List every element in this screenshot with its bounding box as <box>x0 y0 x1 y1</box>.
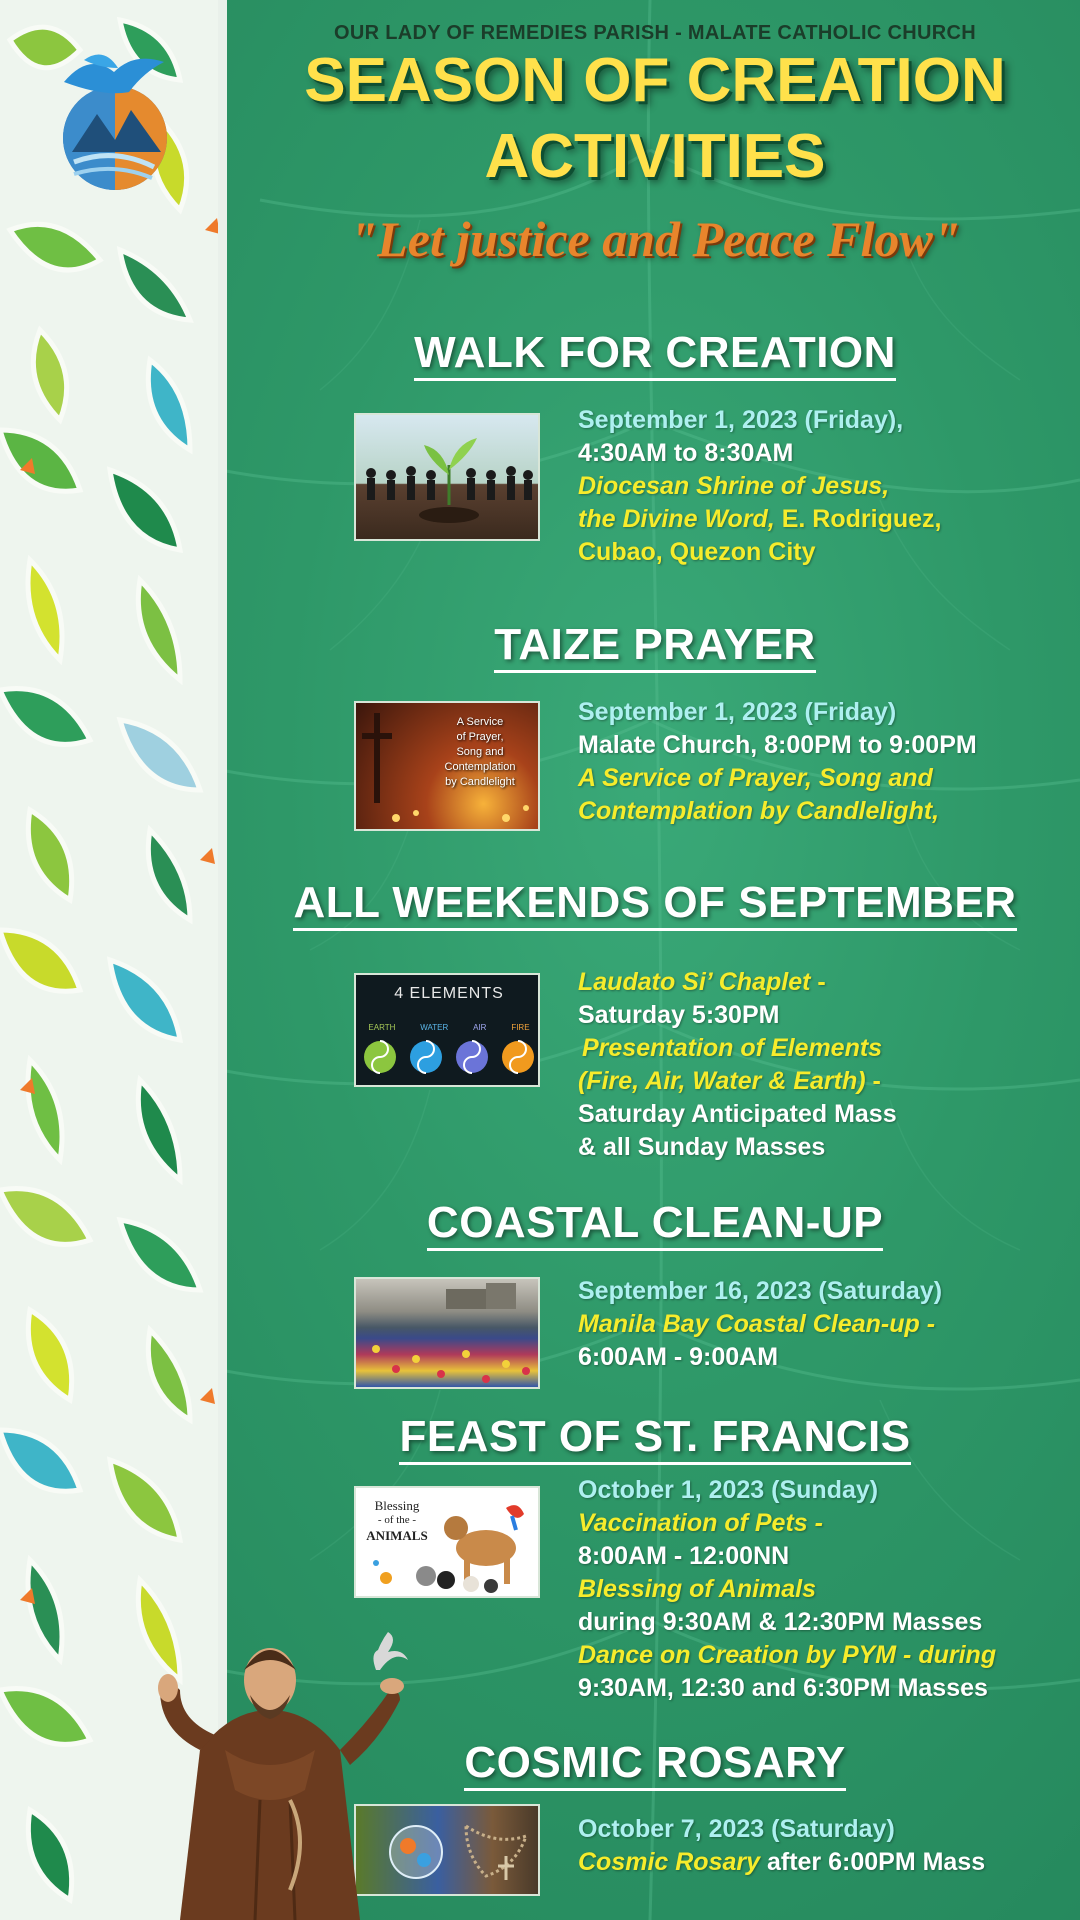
animals-thumbnail <box>354 1486 540 1598</box>
francis-line3: Blessing of Animals <box>578 1575 817 1603</box>
weekends-line5: Saturday Anticipated Mass <box>578 1100 897 1128</box>
taize-details <box>578 696 1058 828</box>
section-heading-weekends: ALL WEEKENDS OF SEPTEMBER <box>230 878 1080 928</box>
francis-date: October 1, 2023 (Sunday) <box>578 1476 879 1504</box>
taize-place: Malate Church, 8:00PM to 9:00PM <box>578 731 977 759</box>
weekends-details <box>578 966 1058 1164</box>
coastal-time: 6:00AM - 9:00AM <box>578 1343 779 1371</box>
section-heading-coastal: COASTAL CLEAN-UP <box>230 1198 1080 1248</box>
walk-venue-line3: Cubao, Quezon City <box>578 538 816 566</box>
rosary-desc: Cosmic Rosary after 6:00PM Mass <box>578 1848 986 1876</box>
francis-line2: 8:00AM - 12:00NN <box>578 1542 790 1570</box>
page-title-line1: SEASON OF CREATION <box>304 46 1006 115</box>
page-title-line2: ACTIVITIES <box>484 122 826 191</box>
rosary-details <box>578 1813 1058 1879</box>
taize-thumbnail <box>354 701 540 831</box>
elements-labels: EARTH WATER AIR FIRE <box>368 1023 530 1032</box>
taize-desc-line2: Contemplation by Candlelight, <box>578 797 940 825</box>
francis-line4: during 9:30AM & 12:30PM Masses <box>578 1608 983 1636</box>
coastal-desc: Manila Bay Coastal Clean-up - <box>578 1310 936 1338</box>
weekends-line2: Saturday 5:30PM <box>578 1001 780 1029</box>
weekends-line4: (Fire, Air, Water & Earth) - <box>578 1067 881 1095</box>
weekends-line3: Presentation of Elements <box>582 1034 883 1062</box>
francis-line6: 9:30AM, 12:30 and 6:30PM Masses <box>578 1674 988 1702</box>
weekends-line6: & all Sunday Masses <box>578 1133 826 1161</box>
season-of-creation-logo <box>44 42 186 194</box>
coastal-details <box>578 1275 1058 1374</box>
section-heading-walk: WALK FOR CREATION <box>230 328 1080 378</box>
section-heading-rosary: COSMIC ROSARY <box>230 1738 1080 1788</box>
elements-thumb-title: 4 ELEMENTS <box>394 985 504 1002</box>
taize-date: September 1, 2023 (Friday) <box>578 698 897 726</box>
weekends-line1: Laudato Si’ Chaplet - <box>578 968 826 996</box>
walk-details <box>578 404 1058 569</box>
walkers-silhouette-icon <box>356 415 540 541</box>
francis-line1: Vaccination of Pets - <box>578 1509 823 1537</box>
parish-name: OUR LADY OF REMEDIES PARISH - MALATE CATHOLIC CHURCH <box>334 22 976 44</box>
francis-details <box>578 1474 1058 1705</box>
walk-date: September 1, 2023 (Friday), <box>578 406 904 434</box>
taize-thumb-caption: A Service of Prayer, Song and Contemplation by Candlelight <box>444 716 516 788</box>
rosary-date: October 7, 2023 (Saturday) <box>578 1815 895 1843</box>
section-heading-taize: TAIZE PRAYER <box>230 620 1080 670</box>
coastal-thumbnail <box>354 1277 540 1389</box>
animals-group-icon <box>356 1488 540 1598</box>
francis-line5: Dance on Creation by PYM - during <box>578 1641 997 1669</box>
theme-tagline: "Let justice and Peace Flow" <box>349 211 961 267</box>
walk-venue-line2: the Divine Word, E. Rodriguez, <box>578 505 942 533</box>
crowd-icon <box>356 1279 540 1389</box>
walk-venue-line1: Diocesan Shrine of Jesus, <box>578 472 890 500</box>
st-francis-figure-icon <box>140 1600 410 1920</box>
coastal-date: September 16, 2023 (Saturday) <box>578 1277 943 1305</box>
walk-thumbnail <box>354 413 540 541</box>
animals-thumb-caption: Blessing - of the - ANIMALS <box>366 1498 428 1543</box>
section-heading-francis: FEAST OF ST. FRANCIS <box>230 1412 1080 1462</box>
elements-circles-icon <box>356 1033 540 1087</box>
elements-thumbnail <box>354 973 540 1087</box>
walk-time: 4:30AM to 8:30AM <box>578 439 794 467</box>
taize-desc-line1: A Service of Prayer, Song and <box>578 764 933 792</box>
